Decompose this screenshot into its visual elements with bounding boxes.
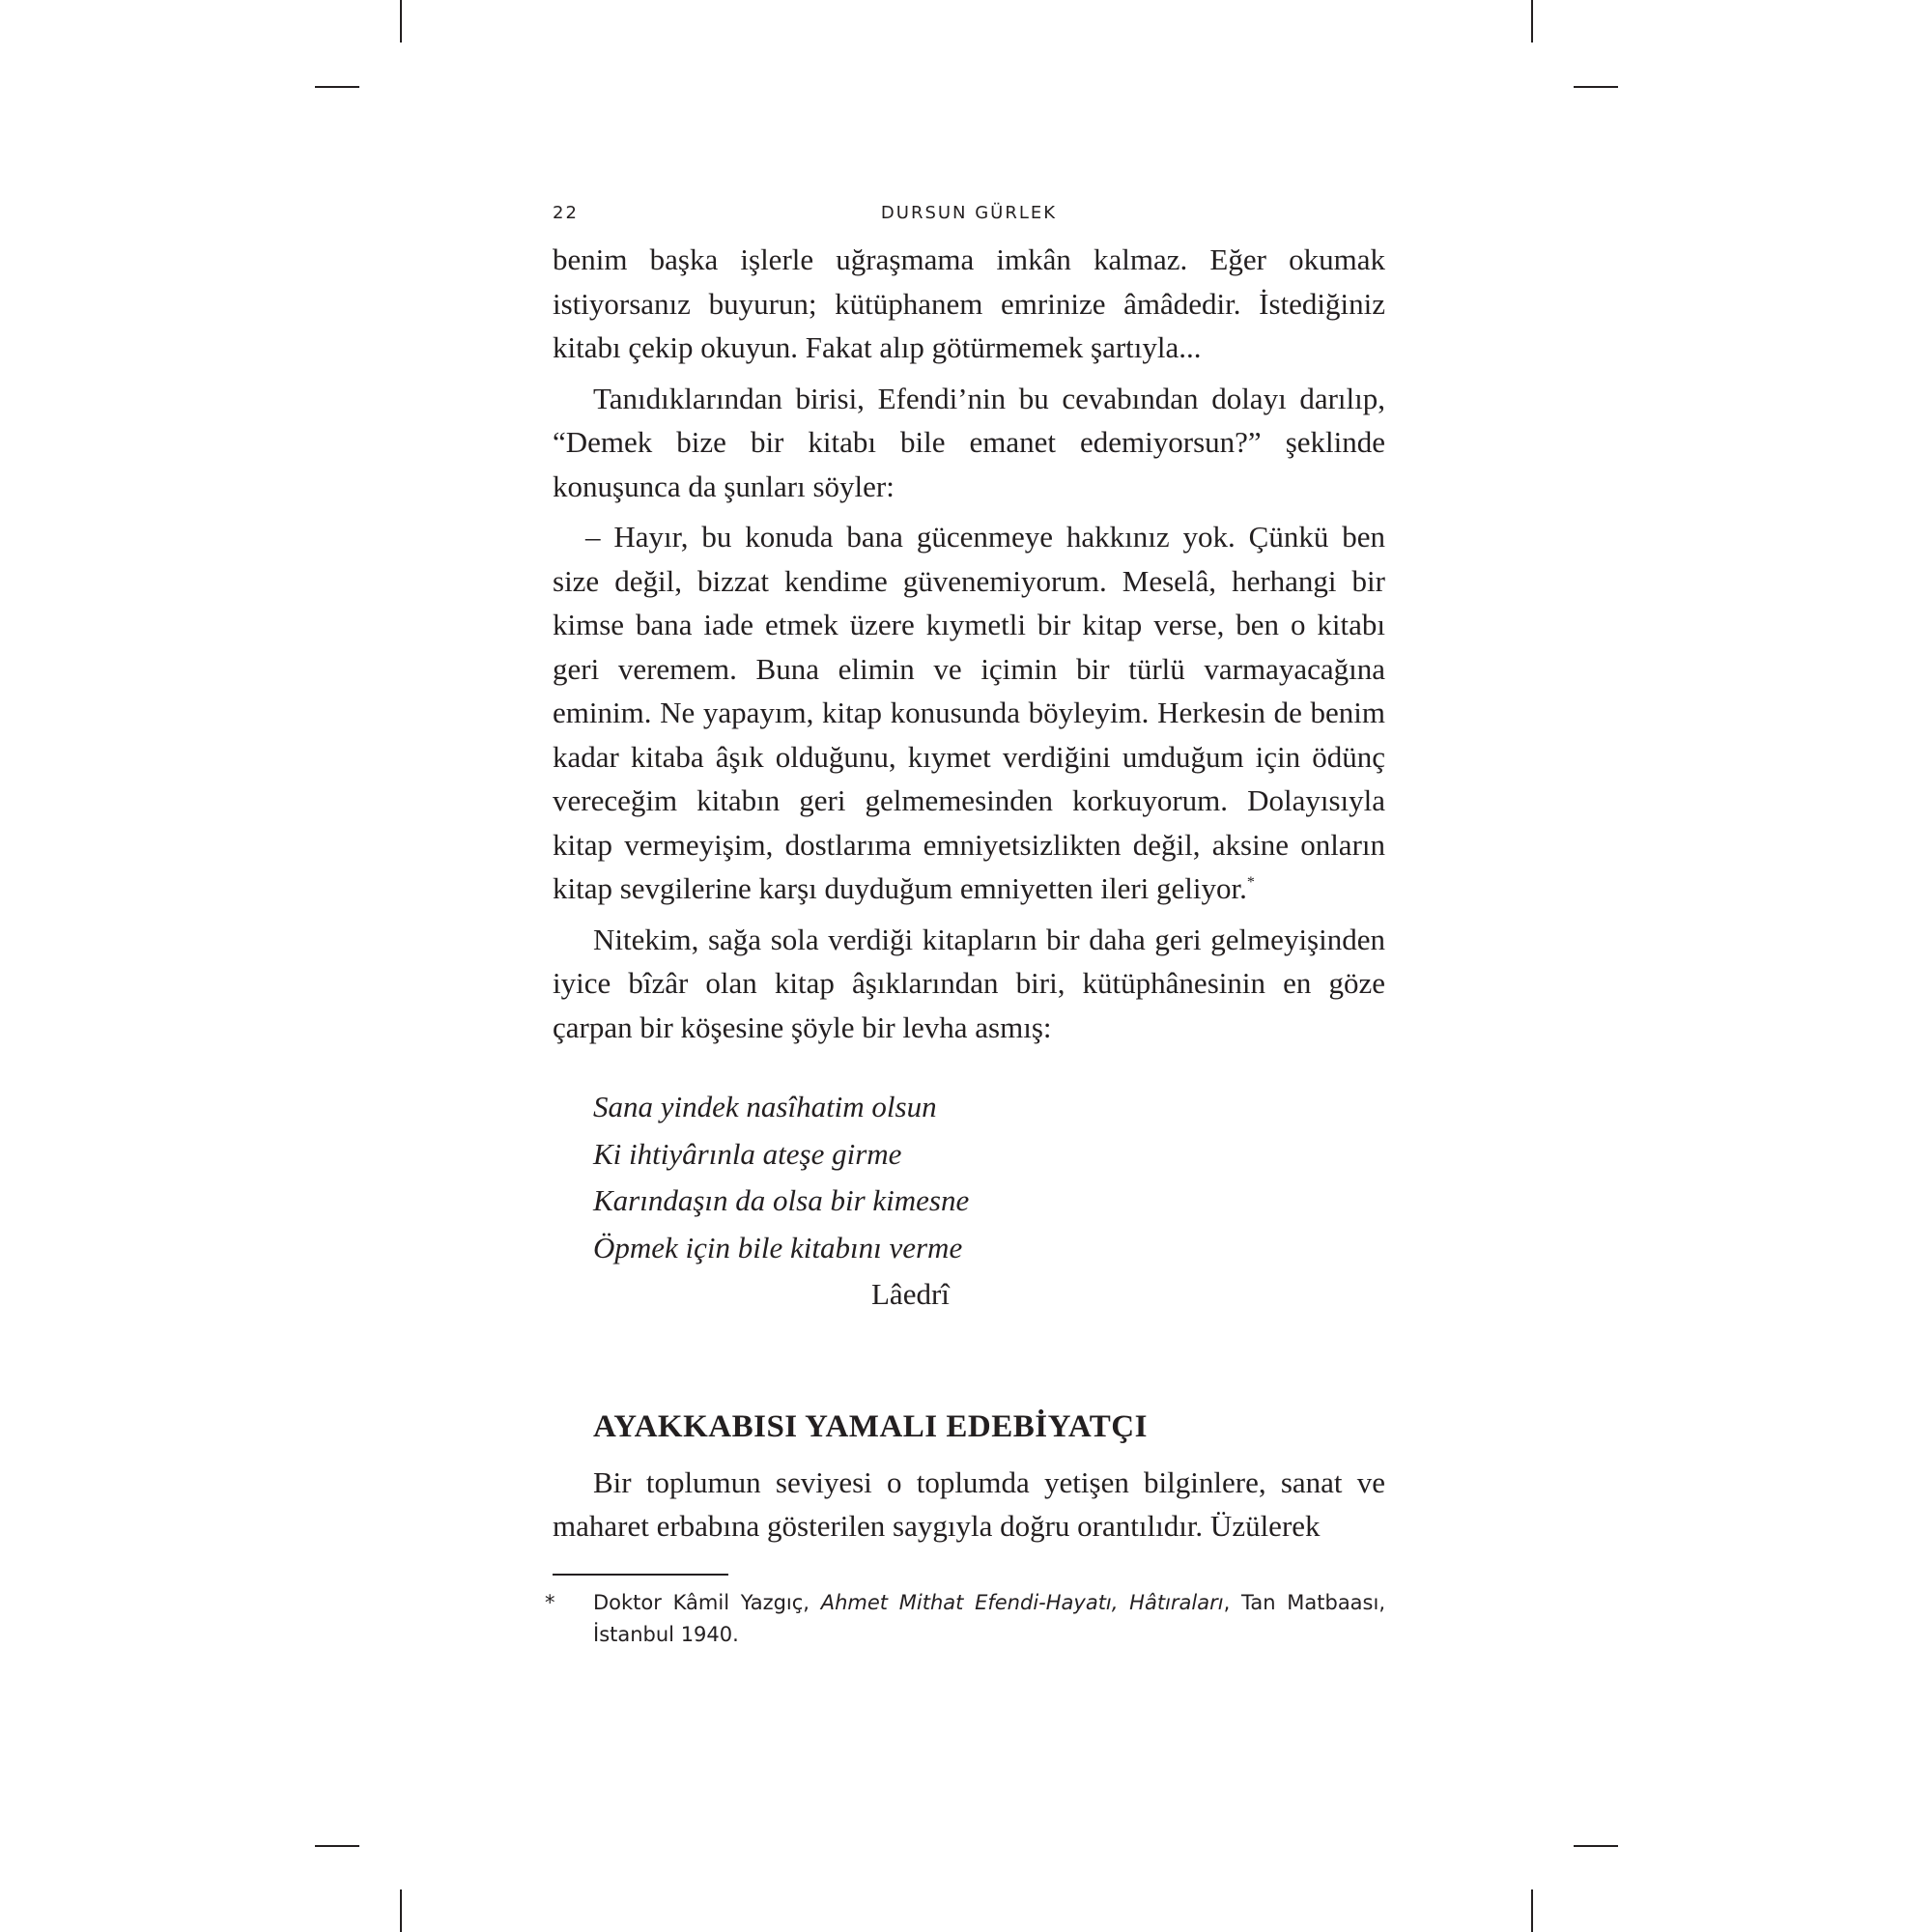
- crop-mark-top-left: [400, 0, 402, 43]
- paragraph-3-text: – Hayır, bu konuda bana gücenmeye hakkınız yok. Çünkü ben size değil, bizzat kendime güvenemiyorum. Meselâ, herhangi bir kimse bana iade etmek üzere kıymetli bir kitap verse, ben o kitabı geri veremem. Buna elimin ve içimin bir türlü varmayacağına eminim. Ne yapayım, kitap konusunda böyleyim. Herkesin de benim kadar kitaba âşık olduğunu, kıymet verdiğini umduğum için ödünç vereceğim kitabın geri gelmemesinden korkuyorum. Dolayısıyla kitap vermeyişim, dostlarıma emniyetsizlikten değil, aksine onların kitap sevgilerine karşı duyduğum emniyetten ileri geliyor.: [553, 520, 1385, 905]
- poem: [593, 1084, 1385, 1319]
- paragraph-2: Tanıdıklarından birisi, Efendi’nin bu cevabından dolayı darılıp, “Demek bize bir kitabı bile emanet edemiyorsun?” şeklinde konuşunca da şunları söyler:: [553, 381, 1385, 503]
- poem-line: Karındaşın da olsa bir kimesne: [593, 1183, 970, 1217]
- crop-mark-left-top: [315, 86, 359, 88]
- crop-mark-right-top: [1574, 86, 1618, 88]
- crop-mark-left-bottom: [315, 1845, 359, 1847]
- crop-mark-top-right: [1531, 0, 1533, 43]
- section-paragraph: Bir toplumun seviyesi o toplumda yetişen bilginlere, sanat ve maharet erbabına gösterilen saygıyla doğru orantılıdır. Üzülerek: [553, 1464, 1385, 1543]
- footnote-rule: [553, 1574, 728, 1576]
- footnote-mark: *: [545, 1590, 555, 1614]
- poem-line: Ki ihtiyârınla ateşe girme: [593, 1136, 902, 1171]
- book-page: [545, 184, 1386, 1651]
- running-title: DURSUN GÜRLEK: [880, 203, 1058, 223]
- page-number: 22: [553, 203, 579, 223]
- crop-mark-bottom-right: [1531, 1889, 1533, 1932]
- poem-author: Lâedrî: [871, 1277, 950, 1311]
- crop-mark-bottom-left: [400, 1889, 402, 1932]
- running-head: [553, 184, 1385, 222]
- footnote-text-after: , Tan Matbaası, İstanbul 1940.: [593, 1590, 1386, 1646]
- poem-line: Sana yindek nasîhatim olsun: [593, 1090, 937, 1123]
- paragraph-3: [553, 515, 1385, 911]
- footnote: [545, 1587, 1386, 1651]
- footnote-book-title: Ahmet Mithat Efendi-Hayatı, Hâtıraları: [820, 1590, 1224, 1614]
- paragraph-4: Nitekim, sağa sola verdiği kitapların bir daha geri gelmeyişinden iyice bîzâr olan kitap âşıklarından biri, kütüphânesinin en göze çarpan bir köşesine şöyle bir levha asmış:: [553, 922, 1385, 1044]
- footnote-text: [593, 1591, 1385, 1646]
- poem-line: Öpmek için bile kitabını verme: [593, 1230, 963, 1264]
- paragraph-1: benim başka işlerle uğraşmama imkân kalmaz. Eğer okumak istiyorsanız buyurun; kütüphanem emrinize âmâdedir. İstediğiniz kitabı çekip okuyun. Fakat alıp götürmemek şartıyla...: [553, 242, 1385, 364]
- section-body: [553, 1461, 1385, 1548]
- crop-mark-right-bottom: [1574, 1845, 1618, 1847]
- footnote-text-before: Doktor Kâmil Yazgıç,: [593, 1590, 821, 1614]
- body-text: [553, 238, 1385, 1049]
- footnote-reference[interactable]: *: [1246, 874, 1255, 891]
- section-title: AYAKKABISI YAMALI EDEBİYATÇI: [593, 1408, 1148, 1444]
